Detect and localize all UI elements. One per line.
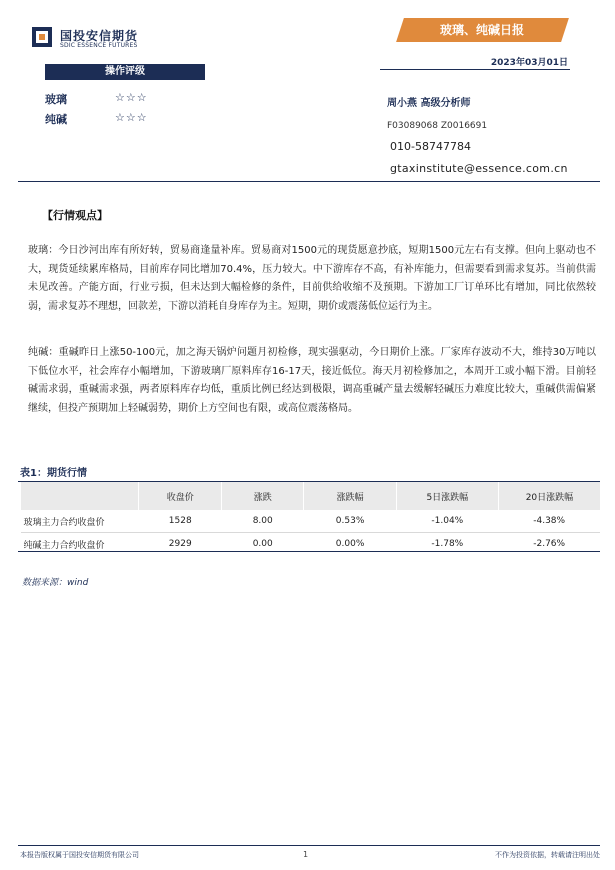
- table-title: 表1：期货行情: [20, 468, 87, 479]
- futures-table: [20, 482, 600, 555]
- table-cell: -1.78%: [431, 539, 464, 549]
- rating-label-soda: 纯碱: [45, 113, 67, 126]
- table-header-cell: 涨跌幅: [304, 482, 396, 510]
- table-cell: 0.00: [252, 539, 273, 549]
- table-bottom-rule: [18, 551, 600, 552]
- table-header-row: [21, 482, 601, 510]
- table-row: [21, 510, 601, 533]
- report-date: 2023年03月01日: [490, 58, 568, 68]
- logo-icon: [32, 27, 52, 47]
- logo-name-en: SDIC ESSENCE FUTURES: [60, 42, 138, 49]
- report-tag: [396, 18, 569, 42]
- table-header-cell: [21, 482, 139, 510]
- section-title: 【行情观点】: [42, 209, 108, 222]
- report-tag-label: 玻璃、纯碱日报: [440, 23, 525, 37]
- table-cell: 玻璃主力合约收盘价: [21, 510, 139, 533]
- date-divider: [380, 69, 570, 70]
- table-header-cell: 5日涨跌幅: [396, 482, 498, 510]
- table-cell: 8.00: [222, 510, 304, 533]
- paragraph-glass: 玻璃：今日沙河出库有所好转，贸易商逢量补库。贸易商对1500元的现货愿意抄底，短期1500元左右有支撑。但向上驱动也不大，现货延续累库格局，目前库存同比增加70.4%，压力较大。中下游库存不高，有补库能力，但需要看到需求复苏。当前供需未见改善。产能方面，行业亏损，但未达到大幅检修的条件，目前供给收缩不及预期。下游加工厂订单环比有增加，同比依然较弱，需求复苏不理想，回款差，下游以消耗自身库存为主。短期，期价或震荡低位运行为主。: [28, 245, 596, 312]
- analyst-phone: 010-58747784: [390, 140, 471, 153]
- logo-name: 国投安信期货: [60, 29, 139, 43]
- table-cell: 2929: [168, 539, 192, 549]
- table-cell: -2.76%: [533, 539, 566, 549]
- footer-copyright: 本报告版权属于国投安信期货有限公司: [20, 851, 139, 859]
- table-cell: -4.38%: [498, 510, 600, 533]
- page-number: 1: [303, 850, 309, 859]
- footer-divider: [18, 845, 600, 846]
- table-header-cell: 涨跌: [222, 482, 304, 510]
- analyst-email: gtaxinstitute@essence.com.cn: [390, 162, 568, 175]
- table-cell: -1.04%: [396, 510, 498, 533]
- rating-label-glass: 玻璃: [45, 93, 67, 106]
- rating-stars-soda: ☆☆☆: [115, 111, 148, 124]
- rating-title: 操作评级: [45, 64, 205, 80]
- table-cell: 1528: [139, 510, 222, 533]
- data-source: 数据来源：wind: [22, 578, 89, 588]
- table-header-cell: 20日涨跌幅: [498, 482, 600, 510]
- table-header-cell: 收盘价: [139, 482, 222, 510]
- analyst-cert: F03089068 Z0016691: [387, 121, 488, 131]
- table-cell: 0.53%: [304, 510, 396, 533]
- table-cell: 0.00%: [335, 539, 365, 549]
- table-cell: 纯碱主力合约收盘价: [23, 540, 105, 551]
- paragraph-soda: 纯碱：重碱昨日上涨50-100元，加之海天锅炉问题月初检修，现实强驱动，今日期价上涨。厂家库存波动不大，维持30万吨以下低位水平，社会库存小幅增加，下游玻璃厂原料库存16-17天，接近低位。海天月初检修加之，本周开工或小幅下滑。目前轻碱需求弱，重碱需求强，两者原料库存均低，重质比例已经达到极限，调高重碱产量去缓解轻碱压力难度比较大，重碱供需偏紧继续，但投产预期加上轻碱弱势，期价上方空间也有限，或高位震荡格局。: [28, 347, 596, 414]
- analyst-name: 周小燕 高级分析师: [387, 98, 471, 109]
- footer-disclaimer: 不作为投资依据，转载请注明出处: [495, 851, 600, 859]
- header-divider: [18, 181, 600, 182]
- rating-stars-glass: ☆☆☆: [115, 91, 148, 104]
